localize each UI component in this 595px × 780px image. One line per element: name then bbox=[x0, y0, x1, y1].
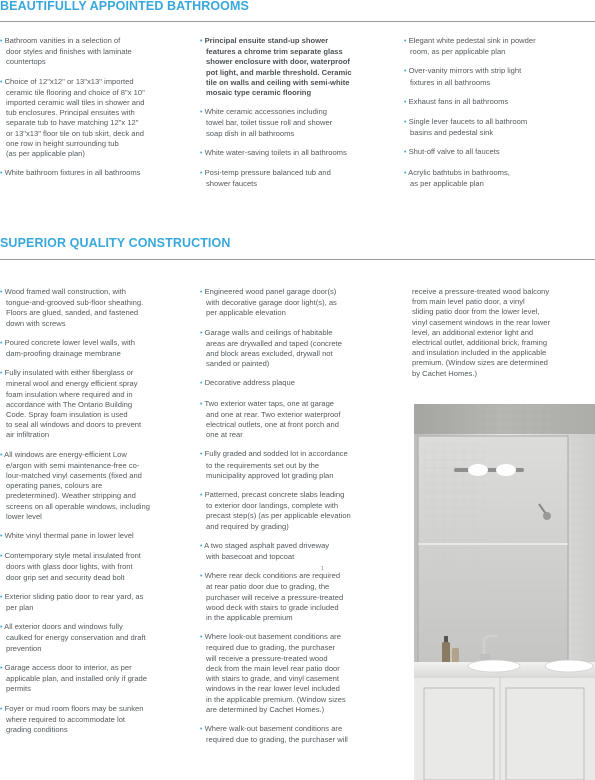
bullet-icon: • bbox=[0, 593, 3, 601]
bullet-icon: • bbox=[0, 705, 3, 713]
list-item: • Posi-temp pressure balanced tub and shower faucets bbox=[200, 168, 331, 189]
bullet-icon: • bbox=[404, 38, 407, 45]
list-item: • Engineered wood panel garage door(s) with decorative garage door light(s), as per applicable elevation bbox=[200, 287, 337, 318]
list-item: • All windows are energy-efficient Low e/argon with semi maintenance-free co- lour-matched vinyl casements (fixed and operating panes, colours are predetermined). Weather stripping and screens on all operable windows, including lower level bbox=[0, 449, 150, 521]
list-item: • Poured concrete lower level walls, with dam-proofing drainage membrane bbox=[0, 337, 135, 359]
bullet-icon: • bbox=[404, 169, 407, 177]
bullet-icon: • bbox=[200, 380, 203, 388]
list-item: • Exterior sliding patio door to rear yard, as per plan bbox=[0, 591, 144, 613]
bathroom-photo bbox=[414, 404, 595, 780]
list-item: • Single lever faucets to all bathroom basins and pedestal sink bbox=[404, 117, 528, 138]
bullet-icon: • bbox=[200, 492, 203, 500]
bullet-icon: • bbox=[0, 624, 3, 632]
bullet-icon: • bbox=[0, 170, 3, 178]
footnote-marker: 1 bbox=[321, 566, 324, 572]
list-item: • Choice of 12"x12" or 13"x13" imported ceramic tile flooring and choice of 8"x 10" imported ceramic wall tiles in shower and tub enclosures. Principal ensuites with separate tub to have matching 12"x 12" or 13"x13" floor tile on tub skirt, deck and one row in height surrounding tub (as per applicable plan) bbox=[0, 76, 145, 159]
bullet-icon: • bbox=[200, 400, 203, 408]
construction-divider bbox=[0, 259, 595, 260]
list-item: • White vinyl thermal pane in lower level bbox=[0, 531, 134, 541]
list-item: • Decorative address plaque bbox=[200, 378, 295, 388]
list-item: • Shut-off valve to all faucets bbox=[404, 147, 500, 157]
list-item: • Wood framed wall construction, with tongue-and-grooved sub-floor sheathing. Floors are glued, sanded, and fastened down with screws bbox=[0, 287, 144, 328]
construction-column-2 bbox=[200, 287, 400, 745]
list-item: • Over-vanity mirrors with strip light fixtures in all bathrooms bbox=[404, 66, 522, 87]
bathrooms-column-2 bbox=[200, 36, 390, 189]
list-item: • Two exterior water taps, one at garage and one at rear. Two exterior waterproof electrical outlets, one at front porch and one at rear bbox=[200, 398, 341, 440]
list-item: • White ceramic accessories including towel bar, toilet tissue roll and shower soap dish in all bathrooms bbox=[200, 107, 333, 138]
list-item: • Garage walls and ceilings of habitable areas are drywalled and taped (concrete and block areas excluded, drywall not sanded or painted) bbox=[200, 327, 342, 369]
list-item: • Elegant white pedestal sink in powder room, as per applicable plan bbox=[404, 36, 536, 57]
bullet-icon: • bbox=[0, 533, 3, 541]
list-item: • Fully insulated with either fiberglass or mineral wool and energy efficient spray foam insulation where required and in accordance with The Ontario Building Code. Spray foam insulation is used to seal all windows and doors to prevent air infiltration bbox=[0, 368, 142, 440]
bullet-icon: • bbox=[0, 78, 3, 86]
list-item: • Bathroom vanities in a selection of door styles and finishes with laminate countertops bbox=[0, 36, 132, 67]
list-item: • Foyer or mud room floors may be sunken where required to accommodate lot grading conditions bbox=[0, 703, 144, 734]
bullet-icon: • bbox=[200, 38, 203, 45]
construction-column-3 bbox=[406, 287, 594, 379]
bathrooms-column-3 bbox=[404, 36, 592, 189]
list-item: • All exterior doors and windows fully caulked for energy conservation and draft prevention bbox=[0, 622, 146, 653]
bullet-icon: • bbox=[404, 68, 407, 76]
bullet-icon: • bbox=[404, 149, 407, 157]
bullet-icon: • bbox=[200, 149, 203, 157]
bullet-icon: • bbox=[200, 725, 203, 733]
list-item: • White bathroom fixtures in all bathrooms bbox=[0, 168, 141, 178]
list-item: • Contemporary style metal insulated front doors with glass door lights, with front door grip set and security dead bolt bbox=[0, 551, 141, 582]
bullet-icon: • bbox=[200, 109, 203, 117]
bullet-icon: • bbox=[200, 573, 203, 581]
bullet-icon: • bbox=[0, 553, 3, 561]
bullet-icon: • bbox=[200, 634, 203, 642]
construction-heading: SUPERIOR QUALITY CONSTRUCTION bbox=[0, 236, 231, 250]
bullet-icon: • bbox=[0, 289, 3, 296]
bullet-icon: • bbox=[0, 38, 3, 45]
list-item: • Exhaust fans in all bathrooms bbox=[404, 96, 509, 106]
list-item: • Fully graded and sodded lot in accordance to the requirements set out by the municipality approved lot grading plan bbox=[200, 449, 348, 480]
list-item-continuation: receive a pressure-treated wood balcony from main level patio door, a vinyl sliding patio door from the lower level, vinyl casement windows in the rear lower level, an additional exterior light and electrical outlet, additional brick, framing and insulation included in the applicable premium. (Window sizes are determined by Cachet Homes.) bbox=[412, 287, 551, 378]
list-item: • Patterned, precast concrete slabs leading to exterior door landings, complete with precast step(s) (as per applicable elevation and required by grading) bbox=[200, 490, 351, 531]
bullet-icon: • bbox=[404, 119, 407, 127]
bullet-icon: • bbox=[404, 98, 407, 106]
construction-column-1 bbox=[0, 287, 190, 735]
list-item: • Where rear deck conditions are required at rear patio door due to grading, the purchaser will receive a pressure-treated wood deck with stairs to grade included in the applicable premium bbox=[200, 571, 344, 623]
bullet-icon: • bbox=[0, 664, 3, 672]
bullet-icon: • bbox=[0, 451, 3, 459]
list-item: • Acrylic bathtubs in bathrooms, as per applicable plan bbox=[404, 167, 510, 188]
bullet-icon: • bbox=[200, 289, 203, 296]
list-item: • Where look-out basement conditions are required due to grading, the purchaser will receive a pressure-treated wood deck from the main level rear patio door with stairs to grade, and vinyl casement windows in the rear lower level included in the applicable premium. (Window sizes are determined by Cachet Homes.) bbox=[200, 632, 346, 714]
bullet-icon: • bbox=[200, 329, 203, 337]
bathrooms-heading: BEAUTIFULLY APPOINTED BATHROOMS bbox=[0, 0, 249, 13]
bullet-icon: • bbox=[0, 370, 3, 378]
list-item: • White water-saving toilets in all bathrooms bbox=[200, 147, 347, 157]
list-item: • Principal ensuite stand-up shower features a chrome trim separate glass shower enclosure with door, waterproof pot light, and marble threshold. Ceramic tile on walls and ceiling with semi-white mosaic type ceramic flooring bbox=[200, 36, 352, 98]
bullet-icon: • bbox=[200, 542, 203, 550]
list-item: • Garage access door to interior, as per applicable plan, and installed only if grade permits bbox=[0, 662, 148, 694]
bathrooms-divider bbox=[0, 21, 595, 22]
list-item: • A two staged asphalt paved driveway with basecoat and topcoat bbox=[200, 540, 330, 562]
bathrooms-column-1 bbox=[0, 36, 185, 179]
bullet-icon: • bbox=[200, 170, 203, 178]
bullet-icon: • bbox=[0, 339, 3, 347]
bullet-icon: • bbox=[200, 451, 203, 459]
list-item: • Where walk-out basement conditions are required due to grading, the purchaser will bbox=[200, 723, 348, 745]
